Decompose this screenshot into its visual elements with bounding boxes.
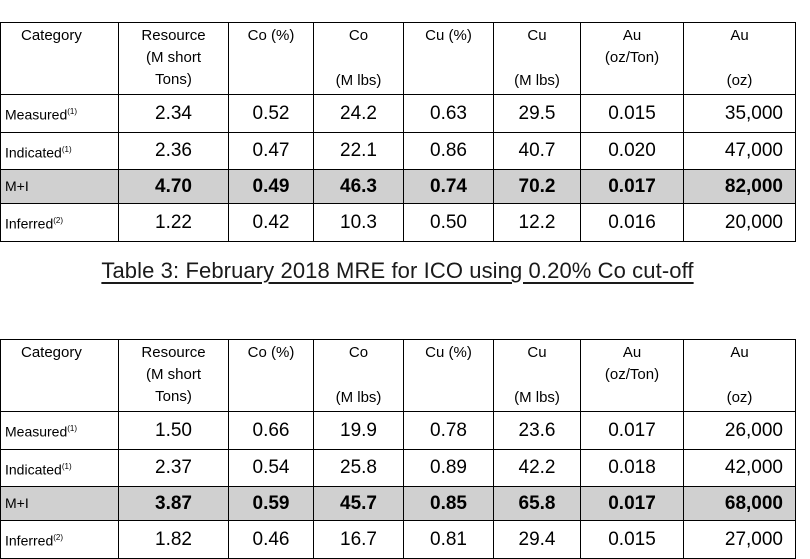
header-category: Category <box>1 340 119 412</box>
header-co-pct: Co (%) <box>229 340 314 412</box>
row-category: Indicated$^{(1)}$ <box>1 449 119 487</box>
cell-co: 46.3 <box>314 170 404 204</box>
cell-cu-pct: 0.89 <box>404 449 494 487</box>
cell-co: 16.7 <box>314 521 404 559</box>
cell-resource: 1.82 <box>119 521 229 559</box>
table-row <box>1 449 796 487</box>
cell-au: 35,000 <box>684 95 796 133</box>
cell-co-pct: 0.66 <box>229 412 314 450</box>
header-row <box>1 23 796 95</box>
header-co-pct: Co (%) <box>229 23 314 95</box>
cell-au-grade: 0.016 <box>581 204 684 242</box>
cell-cu: 65.8 <box>494 487 581 521</box>
cell-co-pct: 0.47 <box>229 132 314 170</box>
cell-au-grade: 0.017 <box>581 412 684 450</box>
row-category: M+I <box>1 487 119 521</box>
header-cu-pct: Cu (%) <box>404 340 494 412</box>
cell-resource: 4.70 <box>119 170 229 204</box>
cell-co-pct: 0.49 <box>229 170 314 204</box>
table-caption: Table 3: February 2018 MRE for ICO using 0.20% Co cut-off <box>101 258 694 283</box>
cell-co-pct: 0.42 <box>229 204 314 242</box>
row-category: Indicated$^{(1)}$ <box>1 132 119 170</box>
cell-resource: 2.36 <box>119 132 229 170</box>
row-category: Inferred$^{(2)}$ <box>1 521 119 559</box>
cell-cu-pct: 0.78 <box>404 412 494 450</box>
cell-cu: 70.2 <box>494 170 581 204</box>
cell-resource: 2.34 <box>119 95 229 133</box>
cell-co-pct: 0.54 <box>229 449 314 487</box>
cell-cu: 40.7 <box>494 132 581 170</box>
header-resource: Resource (M short Tons) <box>119 340 229 412</box>
cell-resource: 1.22 <box>119 204 229 242</box>
mre-table-1 <box>0 22 796 242</box>
cell-au: 68,000 <box>684 487 796 521</box>
cell-co-pct: 0.46 <box>229 521 314 559</box>
cell-au: 42,000 <box>684 449 796 487</box>
cell-co-pct: 0.52 <box>229 95 314 133</box>
cell-co-pct: 0.59 <box>229 487 314 521</box>
cell-resource: 2.37 <box>119 449 229 487</box>
cell-co: 45.7 <box>314 487 404 521</box>
cell-cu-pct: 0.81 <box>404 521 494 559</box>
header-cu: Cu (M lbs) <box>494 340 581 412</box>
cell-co: 25.8 <box>314 449 404 487</box>
mre-table-2 <box>0 339 796 559</box>
cell-cu-pct: 0.74 <box>404 170 494 204</box>
table-row-total <box>1 170 796 204</box>
cell-au-grade: 0.015 <box>581 95 684 133</box>
table-row <box>1 204 796 242</box>
cell-cu-pct: 0.63 <box>404 95 494 133</box>
cell-cu: 42.2 <box>494 449 581 487</box>
cell-co: 10.3 <box>314 204 404 242</box>
row-category: Inferred$^{(2)}$ <box>1 204 119 242</box>
cell-au-grade: 0.017 <box>581 487 684 521</box>
header-category: Category <box>1 23 119 95</box>
header-cu-pct: Cu (%) <box>404 23 494 95</box>
cell-cu-pct: 0.50 <box>404 204 494 242</box>
header-row <box>1 340 796 412</box>
cell-au: 26,000 <box>684 412 796 450</box>
cell-resource: 1.50 <box>119 412 229 450</box>
header-resource: Resource (M short Tons) <box>119 23 229 95</box>
cell-au: 82,000 <box>684 170 796 204</box>
header-cu: Cu (M lbs) <box>494 23 581 95</box>
row-category: Measured$^{(1)}$ <box>1 95 119 133</box>
cell-cu: 29.5 <box>494 95 581 133</box>
cell-cu-pct: 0.86 <box>404 132 494 170</box>
table-row <box>1 132 796 170</box>
table-row <box>1 95 796 133</box>
table-row-total <box>1 487 796 521</box>
cell-co: 19.9 <box>314 412 404 450</box>
header-au-grade: Au (oz/Ton) <box>581 23 684 95</box>
row-category: M+I <box>1 170 119 204</box>
cell-cu: 23.6 <box>494 412 581 450</box>
header-co: Co (M lbs) <box>314 340 404 412</box>
header-co: Co (M lbs) <box>314 23 404 95</box>
cell-resource: 3.87 <box>119 487 229 521</box>
header-au: Au (oz) <box>684 23 796 95</box>
cell-co: 24.2 <box>314 95 404 133</box>
cell-au-grade: 0.015 <box>581 521 684 559</box>
cell-au: 20,000 <box>684 204 796 242</box>
cell-cu: 12.2 <box>494 204 581 242</box>
cell-au: 47,000 <box>684 132 796 170</box>
cell-au-grade: 0.018 <box>581 449 684 487</box>
cell-au-grade: 0.017 <box>581 170 684 204</box>
row-category: Measured$^{(1)}$ <box>1 412 119 450</box>
cell-cu: 29.4 <box>494 521 581 559</box>
cell-co: 22.1 <box>314 132 404 170</box>
header-au-grade: Au (oz/Ton) <box>581 340 684 412</box>
cell-cu-pct: 0.85 <box>404 487 494 521</box>
cell-au-grade: 0.020 <box>581 132 684 170</box>
header-au: Au (oz) <box>684 340 796 412</box>
cell-au: 27,000 <box>684 521 796 559</box>
table-row <box>1 521 796 559</box>
table-row <box>1 412 796 450</box>
